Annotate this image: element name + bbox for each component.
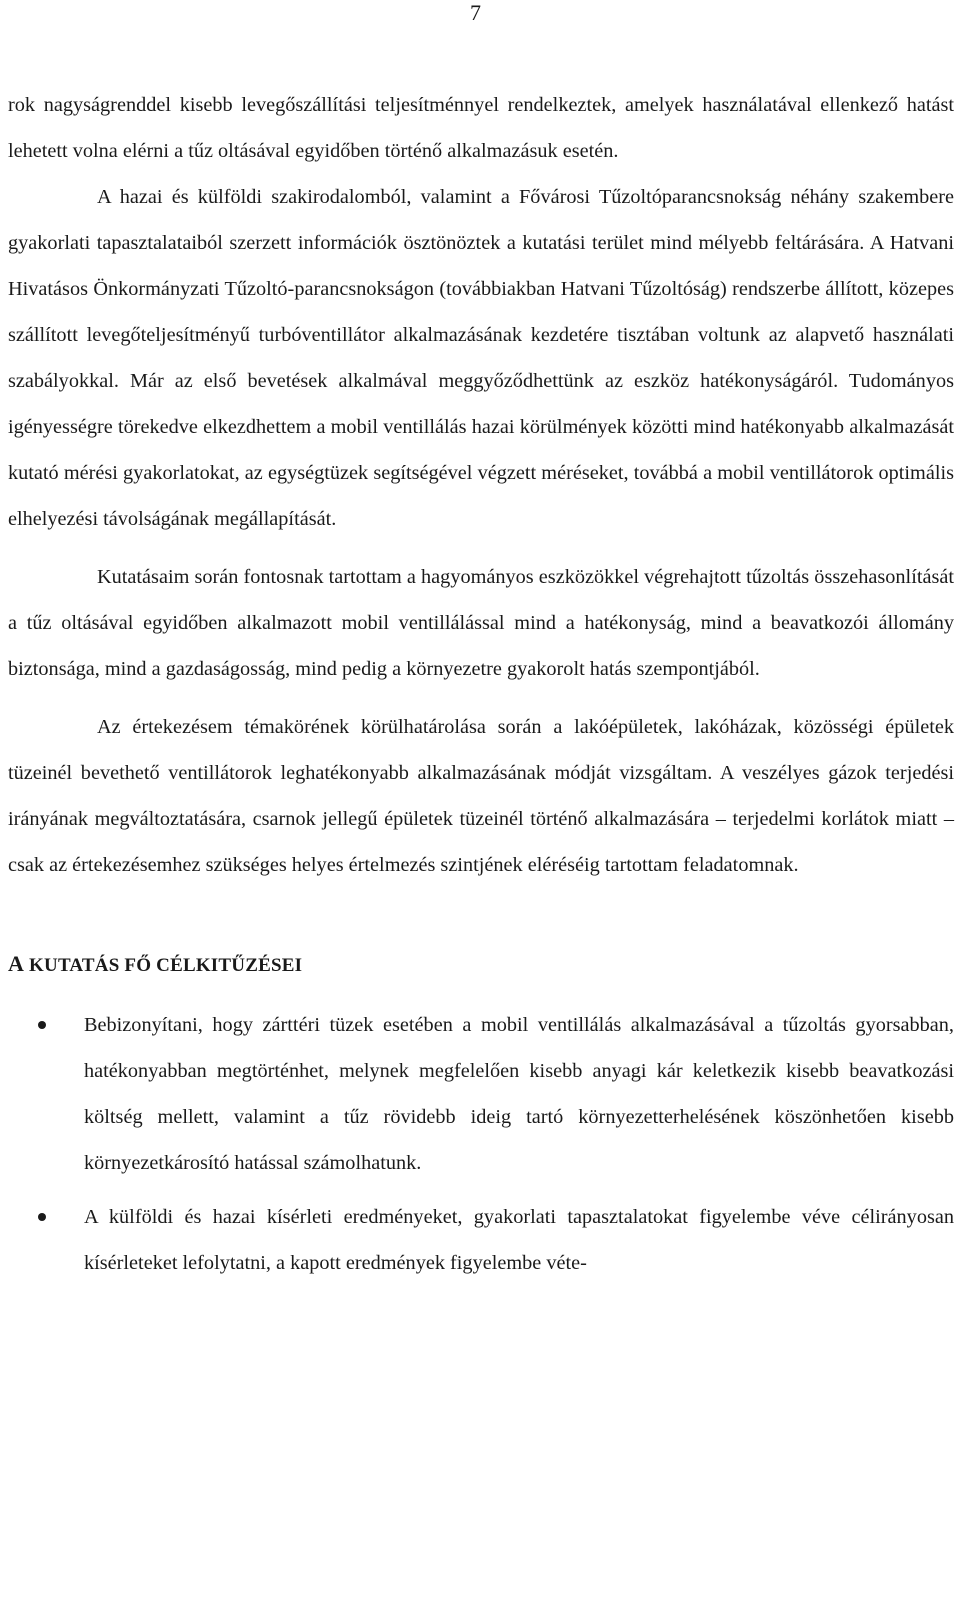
- list-item: [8, 1194, 954, 1286]
- paragraph-continuation: rok nagyságrenddel kisebb levegőszállítási teljesítménnyel rendelkeztek, amelyek használatával ellenkező hatást lehetett volna elérni a tűz oltásával egyidőben történő alkalmazásuk esetén.: [8, 94, 954, 162]
- bullet-icon: [38, 1213, 46, 1221]
- page-number: 7: [470, 0, 481, 25]
- paragraph-scope: Az értekezésem témakörének körülhatárolása során a lakóépületek, lakóházak, közösségi épületek tüzeinél bevethető ventillátorok leghatékonyabb alkalmazásának módját vizsgáltam. A veszélyes gázok terjedési irányának megváltoztatására, csarnok jellegű épületek tüzeinél történő alkalmazására – terjedelmi korlátok miatt – csak az értekezésemhez szükséges helyes értelmezés szintjének eléréséig tartottam feladatomnak.: [8, 716, 954, 876]
- list-item: [8, 1002, 954, 1186]
- section-heading: [8, 950, 954, 980]
- paragraph-research-comparison: Kutatásaim során fontosnak tartottam a hagyományos eszközökkel végrehajtott tűzoltás összehasonlítását a tűz oltásával egyidőben alkalmazott mobil ventillálással mind a hatékonyság, mind a beavatkozói állomány biztonsága, mind a gazdaságosság, mind pedig a környezetre gyakorolt hatás szempontjából.: [8, 566, 954, 680]
- list-item-text: A külföldi és hazai kísérleti eredményeket, gyakorlati tapasztalatokat figyelembe véve célirányosan kísérleteket lefolytatni, a kapott eredmények figyelembe véte-: [84, 1206, 954, 1274]
- body-text: [8, 82, 954, 1286]
- section-heading-initial: A: [8, 951, 25, 976]
- bullet-icon: [38, 1021, 46, 1029]
- paragraph-research-background: A hazai és külföldi szakirodalomból, valamint a Fővárosi Tűzoltóparancsnokság néhány szakembere gyakorlati tapasztalataiból szerzett információk ösztönöztek a kutatási terület mind mélyebb feltárására. A Hatvani Hivatásos Önkormányzati Tűzoltó-parancsnokságon (továbbiakban Hatvani Tűzoltóság) rendszerbe állított, közepes szállított levegőteljesítményű turbóventillátor alkalmazásának kezdetére tisztában voltunk az alapvető használati szabályokkal. Már az első bevetések alkalmával meggyőződhettünk az eszköz hatékonyságáról. Tudományos igényességre törekedve elkezdhettem a mobil ventillálás hazai körülmények közötti mind hatékonyabb alkalmazását kutató mérési gyakorlatokat, az egységtüzek segítségével végzett méréseket, továbbá a mobil ventillátorok optimális elhelyezési távolságának megállapítását.: [8, 186, 954, 530]
- section-heading-rest: KUTATÁS FŐ CÉLKITŰZÉSEI: [24, 955, 303, 976]
- objectives-list: [8, 1002, 954, 1286]
- list-item-text: Bebizonyítani, hogy zárttéri tüzek esetében a mobil ventillálás alkalmazásával a tűzoltás gyorsabban, hatékonyabban megtörténhet, melynek megfelelően kisebb anyagi kár keletkezik kisebb beavatkozási költség mellett, valamint a tűz rövidebb ideig tartó környezetterhelésének köszönhetően kisebb környezetkárosító hatással számolhatunk.: [84, 1014, 954, 1174]
